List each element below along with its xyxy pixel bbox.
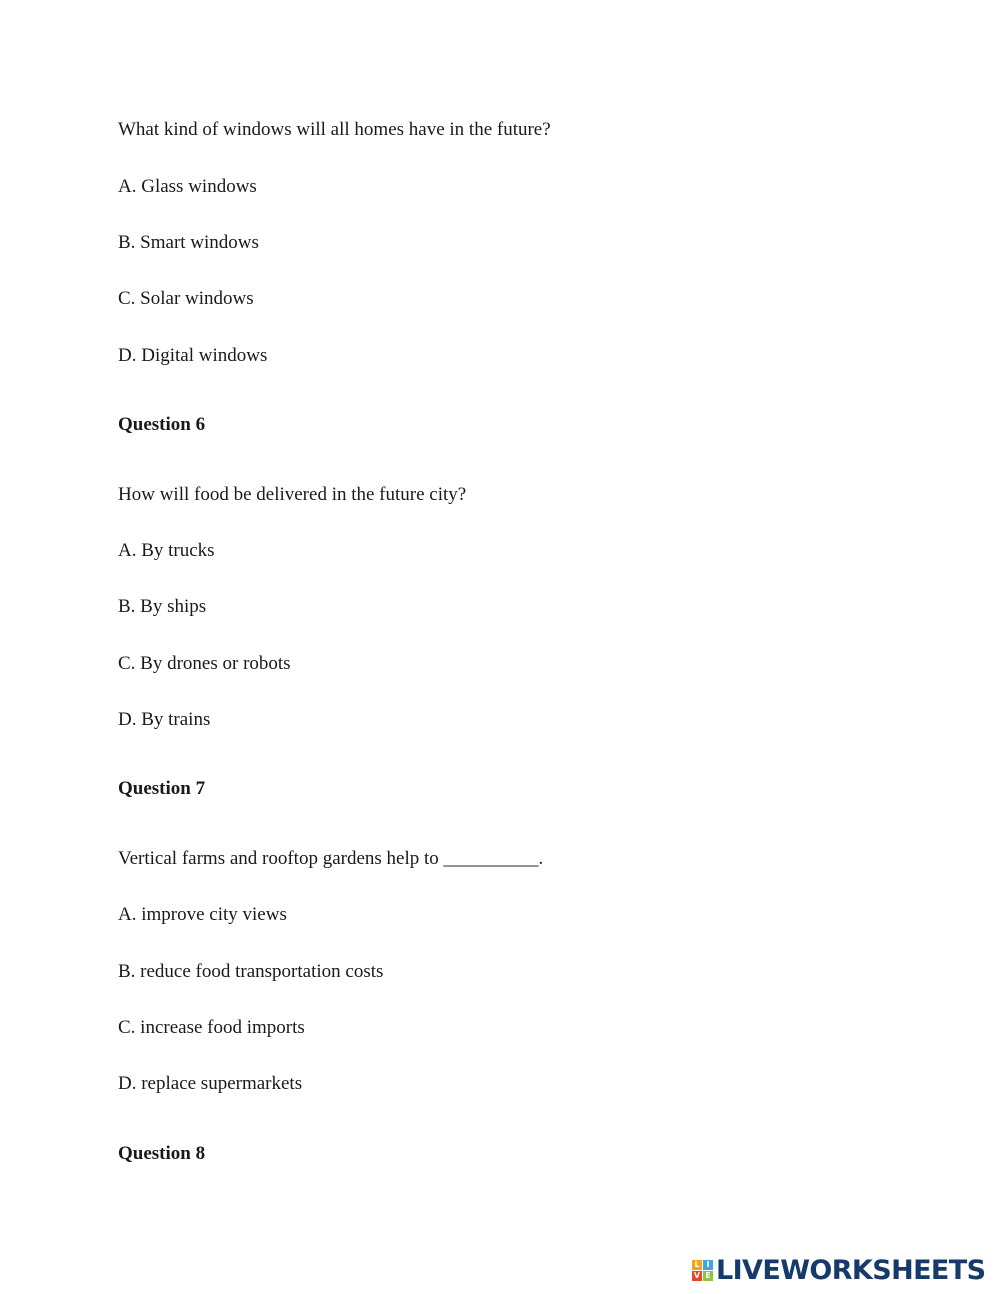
logo-mark-v: V — [693, 1270, 701, 1280]
question-6-option-c[interactable]: C. By drones or robots — [118, 653, 291, 674]
logo-mark-e: E — [703, 1271, 713, 1281]
question-7-heading: Question 7 — [118, 778, 206, 799]
question-7-option-c[interactable]: C. increase food imports — [118, 1017, 305, 1038]
question-5-option-b[interactable]: B. Smart windows — [118, 232, 259, 253]
question-7-option-d[interactable]: D. replace supermarkets — [118, 1073, 303, 1094]
question-6-option-b[interactable]: B. By ships — [118, 596, 207, 617]
liveworksheets-logo-icon — [692, 1260, 713, 1281]
question-6-text: How will food be delivered in the future city? — [118, 484, 467, 505]
liveworksheets-logo — [692, 1252, 985, 1288]
logo-mark-i: I — [703, 1260, 713, 1270]
question-6-option-a[interactable]: A. By trucks — [118, 540, 215, 561]
question-6-option-d[interactable]: D. By trains — [118, 709, 211, 730]
question-5-option-d[interactable]: D. Digital windows — [118, 345, 268, 366]
question-5-option-c[interactable]: C. Solar windows — [118, 288, 254, 309]
question-5-text: What kind of windows will all homes have in the future? — [118, 119, 551, 140]
question-7-text: Vertical farms and rooftop gardens help to __________. — [118, 848, 544, 869]
logo-wordmark: LIVEWORKSHEETS — [716, 1254, 986, 1286]
question-8-heading: Question 8 — [118, 1143, 206, 1164]
question-6-heading: Question 6 — [118, 414, 206, 435]
question-7-option-a[interactable]: A. improve city views — [118, 904, 287, 925]
logo-mark-l: L — [692, 1260, 702, 1270]
question-5-option-a[interactable]: A. Glass windows — [118, 176, 257, 197]
question-7-option-b[interactable]: B. reduce food transportation costs — [118, 961, 384, 982]
